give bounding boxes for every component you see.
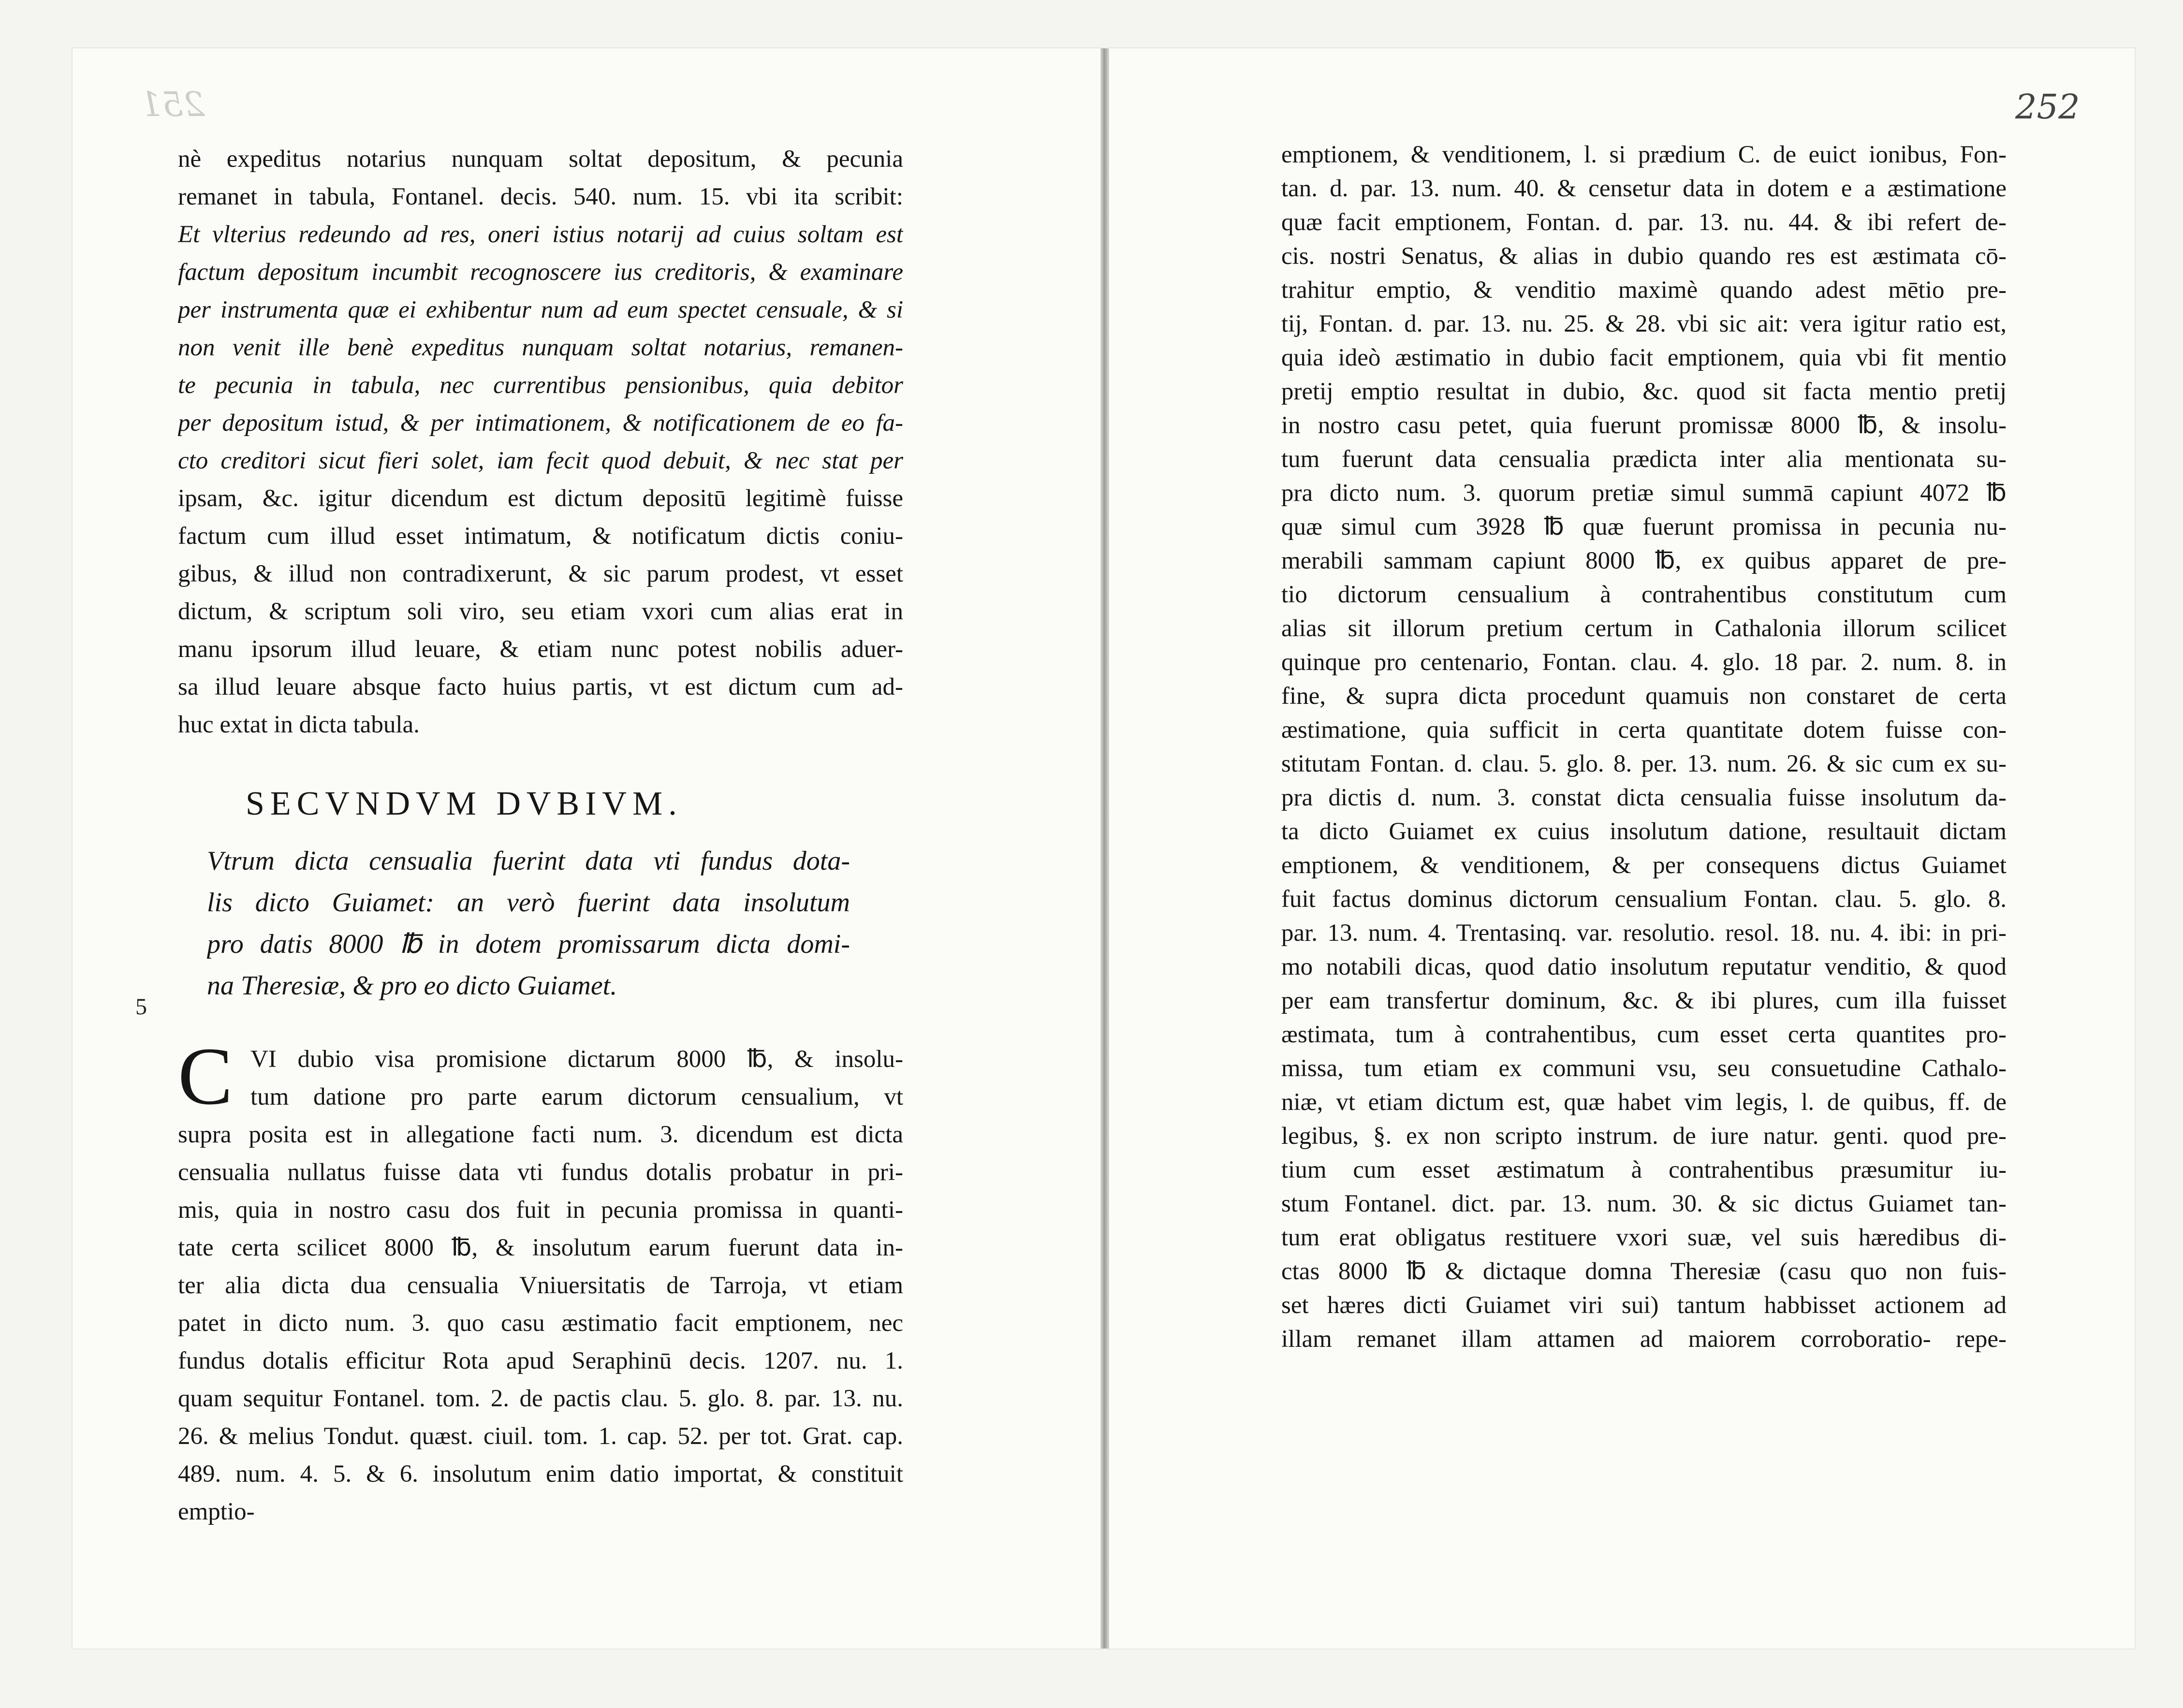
text-line: tate certa scilicet 8000 ℔, & insolutum earum fuerunt data in- — [178, 1234, 903, 1261]
question-line: lis dicto Guiamet: an verò fuerint data insolutum — [207, 888, 850, 918]
text-line: sa illud leuare absque facto huius partis, vt est dictum cum ad- — [178, 673, 903, 701]
paragraph-1-intro — [178, 140, 903, 216]
text-line: ipsam, &c. igitur dicendum est dictum depositū legitimè fuisse — [178, 485, 903, 512]
text-line: ta dicto Guiamet ex cuius insolutum datione, resultauit dictam — [1281, 818, 2007, 845]
paragraph-2 — [178, 1031, 903, 1531]
text-line: quia ideò æstimatio in dubio facit emptionem, quia vbi fit mentio — [1281, 344, 2007, 371]
text-line: set hæres dicti Guiamet viri sui) tantum habbisset actionem ad — [1281, 1292, 2007, 1319]
text-line: quæ facit emptionem, Fontan. d. par. 13. nu. 44. & ibi refert de- — [1281, 209, 2007, 236]
text-line: cis. nostri Senatus, & alias in dubio quando res est æstimata cō- — [1281, 243, 2007, 270]
text-line: tium cum esset æstimatum à contrahentibus præsumitur iu- — [1281, 1156, 2007, 1183]
quote-line: per depositum istud, & per intimationem, & notificationem de eo fa- — [178, 409, 903, 437]
quote-line: Et vlterius redeundo ad res, oneri istius notarij ad cuius soltam est — [178, 221, 903, 248]
text-line: patet in dicto num. 3. quo casu æstimatio facit emptionem, nec — [178, 1310, 903, 1337]
margin-number: 5 — [135, 994, 147, 1020]
text-line: VI dubio visa promisione dictarum 8000 ℔, & insolu- — [250, 1046, 903, 1073]
text-line: quinque pro centenario, Fontan. clau. 4. glo. 18 par. 2. num. 8. in — [1281, 649, 2007, 676]
text-line: tij, Fontan. d. par. 13. nu. 25. & 28. vbi sic ait: vera igitur ratio est, — [1281, 310, 2007, 337]
quote-line: cto creditori sicut fieri solet, iam fecit quod debuit, & nec stat per — [178, 447, 903, 474]
text-line: tan. d. par. 13. num. 40. & censetur data in dotem e a æstimatione — [1281, 175, 2007, 202]
text-line: mo notabili dicas, quod datio insolutum reputatur venditio, & quod — [1281, 953, 2007, 980]
text-line: pretij emptio resultat in dubio, &c. quod sit facta mentio pretij — [1281, 378, 2007, 405]
text-line: illam remanet illam attamen ad maiorem corroboratio- repe- — [1281, 1326, 2007, 1353]
text-line: ctas 8000 ℔ & dictaque domna Theresiæ (casu quo non fuis- — [1281, 1258, 2007, 1285]
text-line: legibus, §. ex non scripto instrum. de iure natur. genti. quod pre- — [1281, 1123, 2007, 1150]
paragraph-1-conclusion — [178, 480, 903, 744]
question-line: Vtrum dicta censualia fuerint data vti fundus dota- — [207, 846, 850, 876]
drop-cap: C — [178, 1031, 233, 1122]
right-column — [1281, 138, 2007, 1356]
text-line: æstimatione, quia sufficit in certa quantitate dotem fuisse con- — [1281, 716, 2007, 744]
text-line: niæ, vt etiam dictum est, quæ habet vim legis, l. de quibus, ff. de — [1281, 1089, 2007, 1116]
text-line: in nostro casu petet, quia fuerunt promissæ 8000 ℔, & insolu- — [1281, 412, 2007, 439]
question-line: na Theresiæ, & pro eo dicto Guiamet. — [207, 971, 617, 1001]
text-line: tum erat obligatus restituere vxori suæ, vel suis hæredibus di- — [1281, 1224, 2007, 1251]
question-line: pro datis 8000 ℔ in dotem promissarum dicta domi- — [207, 929, 850, 959]
text-line: æstimata, tum à contrahentibus, cum esset certa quantites pro- — [1281, 1021, 2007, 1048]
quote-line: te pecunia in tabula, nec currentibus pensionibus, quia debitor — [178, 372, 903, 399]
left-column — [178, 140, 903, 1531]
text-line: trahitur emptio, & venditio maximè quando adest mētio pre- — [1281, 277, 2007, 304]
section-heading: SECVNDVM DVBIVM. — [246, 785, 683, 822]
text-line: 26. & melius Tondut. quæst. ciuil. tom. 1. cap. 52. per tot. Grat. cap. — [178, 1423, 903, 1450]
text-line: mis, quia in nostro casu dos fuit in pecunia promissa in quanti- — [178, 1197, 903, 1224]
text-line: tum fuerunt data censualia prædicta inter alia mentionata su- — [1281, 446, 2007, 473]
text-line: manu ipsorum illud leuare, & etiam nunc potest nobilis aduer- — [178, 636, 903, 663]
catchword: emptio- — [178, 1498, 255, 1525]
text-line: ter alia dicta dua censualia Vniuersitatis de Tarroja, vt etiam — [178, 1272, 903, 1299]
text-line: tum datione pro parte earum dictorum censualium, vt — [250, 1083, 903, 1110]
text-line: 489. num. 4. 5. & 6. insolutum enim datio importat, & constituit — [178, 1460, 903, 1488]
text-line: per eam transfertur dominum, &c. & ibi plures, cum illa fuisset — [1281, 987, 2007, 1014]
text-line: stitutam Fontan. d. clau. 5. glo. 8. per. 13. num. 26. & sic cum ex su- — [1281, 750, 2007, 777]
text-line: factum cum illud esset intimatum, & notificatum dictis coniu- — [178, 523, 903, 550]
page-number-left: 251 — [140, 85, 205, 124]
text-line: nè expeditus notarius nunquam soltat depositum, & pecunia — [178, 146, 903, 173]
text-line: pra dicto num. 3. quorum pretiæ simul summā capiunt 4072 ℔ — [1281, 480, 2007, 507]
text-line: censualia nullatus fuisse data vti fundus dotalis probatur in pri- — [178, 1159, 903, 1186]
quotation-block — [178, 216, 903, 480]
quote-line: non venit ille benè expeditus nunquam soltat notarius, remanen- — [178, 334, 903, 361]
text-line: missa, tum etiam ex communi vsu, seu consuetudine Cathalo- — [1281, 1055, 2007, 1082]
text-line: fine, & supra dicta procedunt quamuis non constaret de certa — [1281, 683, 2007, 710]
text-line: dictum, & scriptum soli viro, seu etiam vxori cum alias erat in — [178, 598, 903, 625]
text-line: tio dictorum censualium à contrahentibus constitutum cum — [1281, 581, 2007, 608]
text-line: remanet in tabula, Fontanel. decis. 540. num. 15. vbi ita scribit: — [178, 183, 903, 210]
text-line: fundus dotalis efficitur Rota apud Seraphinū decis. 1207. nu. 1. — [178, 1347, 903, 1374]
page-number-right: 252 — [2015, 87, 2080, 127]
quote-line: factum depositum incumbit recognoscere ius creditoris, & examinare — [178, 259, 903, 286]
text-line: supra posita est in allegatione facti num. 3. dicendum est dicta — [178, 1121, 903, 1148]
text-line: stum Fontanel. dict. par. 13. num. 30. & sic dictus Guiamet tan- — [1281, 1190, 2007, 1217]
text-line: quam sequitur Fontanel. tom. 2. de pactis clau. 5. glo. 8. par. 13. nu. — [178, 1385, 903, 1412]
text-line: quæ simul cum 3928 ℔ quæ fuerunt promissa in pecunia nu- — [1281, 513, 2007, 540]
dubium-question — [207, 840, 850, 1007]
text-line: fuit factus dominus dictorum censualium Fontan. clau. 5. glo. 8. — [1281, 886, 2007, 913]
book-gutter — [1100, 48, 1109, 1649]
text-line: emptionem, & venditionem, l. si prædium C. de euict ionibus, Fon- — [1281, 141, 2007, 168]
text-line: huc extat in dicta tabula. — [178, 711, 420, 738]
text-line: pra dictis d. num. 3. constat dicta censualia fuisse insolutum da- — [1281, 784, 2007, 811]
text-line: par. 13. num. 4. Trentasinq. var. resolutio. resol. 18. nu. 4. ibi: in pri- — [1281, 920, 2007, 947]
text-line: merabili sammam capiunt 8000 ℔, ex quibus apparet de pre- — [1281, 547, 2007, 574]
text-line: emptionem, & venditionem, & per consequens dictus Guiamet — [1281, 852, 2007, 879]
text-line: gibus, & illud non contradixerunt, & sic parum prodest, vt esset — [178, 560, 903, 587]
text-line: alias sit illorum pretium certum in Cathalonia illorum scilicet — [1281, 615, 2007, 642]
quote-line: per instrumenta quæ ei exhibentur num ad eum spectet censuale, & si — [178, 296, 903, 323]
